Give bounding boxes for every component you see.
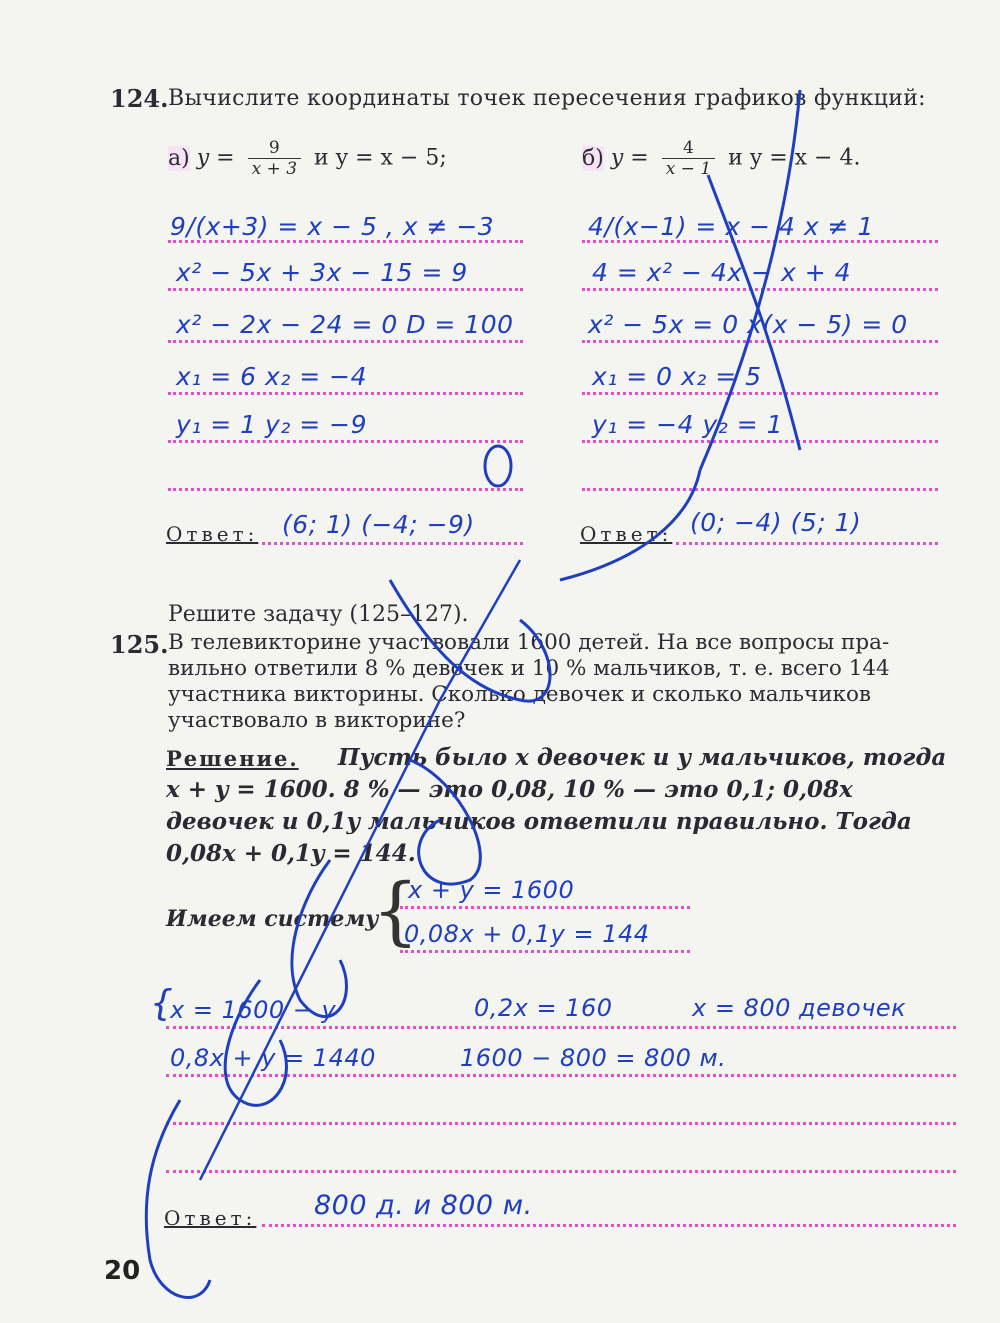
part-a-work-line: y₁ = 1 y₂ = −9 (176, 410, 368, 439)
solution-label: Решение. (166, 746, 299, 771)
task-125-answer: 800 д. и 800 м. (314, 1190, 533, 1221)
task-124-number: 124. (110, 84, 169, 113)
task-125-work: 0,2x = 160 (474, 994, 613, 1022)
task-125-number: 125. (110, 630, 169, 659)
pen-stroke (200, 560, 520, 1180)
system-brace: { (372, 868, 420, 954)
pen-stroke (708, 175, 800, 450)
part-b-work-line: x² − 5x = 0 x(x − 5) = 0 (588, 310, 908, 339)
part-b-work-line: y₁ = −4 y₂ = 1 (592, 410, 784, 439)
pen-stroke (146, 1100, 210, 1297)
part-b-answer-label: Ответ: (580, 522, 673, 546)
work-brace: { (150, 983, 174, 1024)
pen-stroke (292, 860, 347, 1017)
part-a-work-line: x² − 5x + 3x − 15 = 9 (176, 258, 468, 287)
part-a-answer-label: Ответ: (166, 522, 259, 546)
solution-line: x + y = 1600. 8 % — это 0,08, 10 % — это 0,1; 0,08x (166, 776, 853, 803)
task-125-work: x = 1600 − y (170, 996, 337, 1024)
task-125-line: участвовало в викторине? (168, 708, 466, 733)
task-125-work: 1600 − 800 = 800 м. (460, 1044, 727, 1072)
pen-stroke (700, 90, 800, 470)
part-a-denominator: x + 3 (251, 159, 298, 179)
part-b-answer: (0; −4) (5; 1) (690, 508, 862, 537)
system-equation: x + y = 1600 (408, 876, 575, 904)
part-b-work-line: 4/(x−1) = x − 4 x ≠ 1 (588, 212, 874, 241)
part-b-numerator: 4 (662, 138, 715, 159)
part-b-label: б) (582, 145, 604, 171)
part-a-work-line: x² − 2x − 24 = 0 D = 100 (176, 310, 514, 339)
system-label: Имеем систему (166, 906, 379, 932)
part-b-work-line: 4 = x² − 4x − x + 4 (592, 258, 851, 287)
task-125-line: вильно ответили 8 % девочек и 10 % мальчиков, т. е. всего 144 (168, 656, 890, 681)
pen-stroke (410, 760, 480, 884)
task-125-work: x = 800 девочек (692, 994, 907, 1022)
task-125-line: В телевикторине участвовали 1600 детей. На все вопросы пра- (168, 630, 890, 655)
solution-line: девочек и 0,1y мальчиков ответили правильно. Тогда (166, 808, 912, 835)
pen-stroke (225, 980, 286, 1105)
solution-line: Пусть было x девочек и y мальчиков, тогда (338, 744, 947, 771)
part-b-y-eq: y = (610, 145, 649, 171)
grade-mark (482, 438, 483, 439)
part-a-y-eq: y = (196, 145, 235, 171)
task-125-line: участника викторины. Сколько девочек и сколько мальчиков (168, 682, 872, 707)
grade-word (150, 1100, 158, 1101)
task-125-answer-label: Ответ: (164, 1206, 257, 1230)
part-a-work-line: x₁ = 6 x₂ = −4 (176, 362, 368, 391)
pen-stroke (560, 470, 700, 580)
grade-mark-circle (485, 446, 511, 486)
part-a-label: а) (168, 145, 190, 171)
part-a-rest: и y = x − 5; (314, 145, 447, 171)
solution-line: 0,08x + 0,1y = 144. (166, 840, 416, 867)
task-124-text: Вычислите координаты точек пересечения графиков функций: (168, 86, 926, 111)
part-a-work-line: 9/(x+3) = x − 5 , x ≠ −3 (170, 212, 495, 241)
page-number: 20 (104, 1256, 141, 1286)
part-b-denominator: x − 1 (665, 159, 712, 179)
system-equation: 0,08x + 0,1y = 144 (404, 920, 650, 948)
pen-stroke (390, 580, 550, 701)
part-b-rest: и y = x − 4. (728, 145, 861, 171)
section-intro: Решите задачу (125–127). (168, 602, 469, 627)
part-a-numerator: 9 (248, 138, 301, 159)
part-a-answer: (6; 1) (−4; −9) (282, 510, 475, 539)
part-b-work-line: x₁ = 0 x₂ = 5 (592, 362, 762, 391)
task-125-work: 0,8x + y = 1440 (170, 1044, 376, 1072)
